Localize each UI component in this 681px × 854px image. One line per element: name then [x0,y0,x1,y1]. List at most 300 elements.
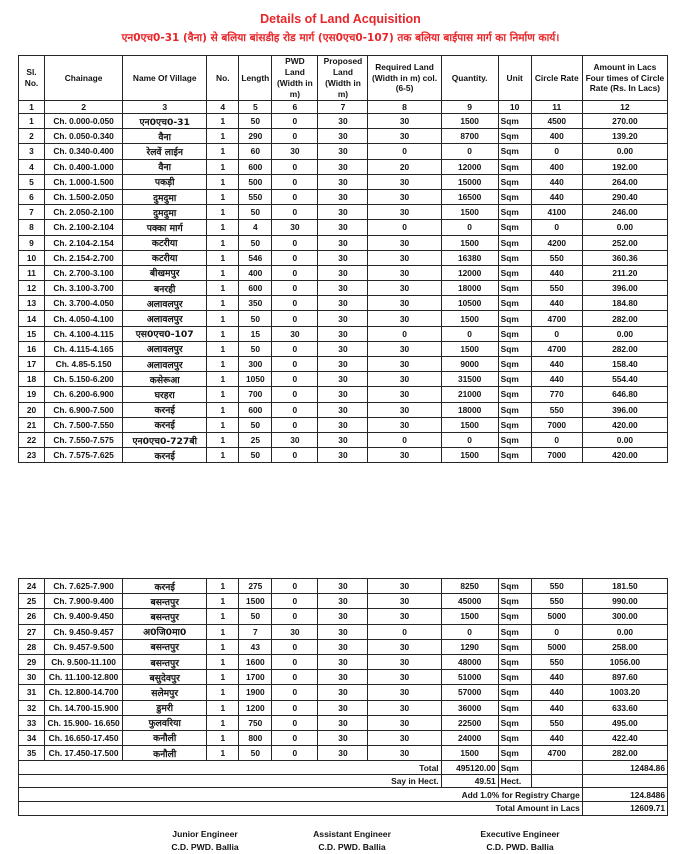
cell: 34 [19,730,45,745]
cell: डुमरी [123,700,207,715]
cell: 1 [207,235,239,250]
cell: 1 [207,265,239,280]
cell: 50 [239,114,272,129]
cell: 750 [239,715,272,730]
cell: 30 [318,311,368,326]
cell: 300 [239,357,272,372]
cell: कसेरूआ [123,372,207,387]
cell: 550 [531,654,582,669]
cell: 440 [531,357,582,372]
cell: 15000 [441,174,498,189]
cell: 30 [318,174,368,189]
cell: 0 [272,129,318,144]
cell: 30 [368,417,441,432]
cell: 7 [239,624,272,639]
table-row [19,730,668,745]
cell: Ch. 0.050-0.340 [45,129,123,144]
cell: 290.40 [582,189,667,204]
cell: 0 [531,624,582,639]
cell: 30 [368,341,441,356]
cell: 400 [531,159,582,174]
cell: 360.36 [582,250,667,265]
cell: 1 [19,114,45,129]
cell: 5000 [531,609,582,624]
cell: 30 [368,685,441,700]
cell: 30 [318,341,368,356]
cell: 550 [239,189,272,204]
cell: 30 [318,357,368,372]
cell: 1500 [441,114,498,129]
cell: 0 [441,624,498,639]
cell: 1200 [239,700,272,715]
cell: 30 [368,387,441,402]
cell: 30 [19,670,45,685]
cell: 1050 [239,372,272,387]
cell: 0 [272,387,318,402]
cell: 24 [19,579,45,594]
cell: 633.60 [582,700,667,715]
cell: 1700 [239,670,272,685]
cell: 422.40 [582,730,667,745]
table-row [19,174,668,189]
table-row [19,624,668,639]
cell: 30 [318,730,368,745]
cell: 1 [207,432,239,447]
cell: Sqm [498,341,531,356]
table-header [19,56,668,114]
cell: 350 [239,296,272,311]
cell: 30 [272,624,318,639]
cell: 30 [368,654,441,669]
cell: 50 [239,417,272,432]
cell: 1056.00 [582,654,667,669]
cell: 0 [368,144,441,159]
cell: 0 [531,144,582,159]
table-row [19,341,668,356]
cell: 1 [207,144,239,159]
table-row [19,372,668,387]
cell: 30 [368,311,441,326]
column-number: 12 [582,101,667,114]
cell: 1 [207,281,239,296]
cell: 440 [531,700,582,715]
cell: Sqm [498,730,531,745]
cell: 440 [531,265,582,280]
cell: 13 [19,296,45,311]
cell: 7000 [531,448,582,463]
cell: 0.00 [582,432,667,447]
column-number: 11 [531,101,582,114]
cell: Sqm [498,174,531,189]
cell: 30 [368,189,441,204]
table-row [19,746,668,761]
cell: 1290 [441,639,498,654]
table-row [19,448,668,463]
column-number: 10 [498,101,531,114]
cell: Ch. 5.150-6.200 [45,372,123,387]
cell: पकड़ी [123,174,207,189]
cell: 50 [239,746,272,761]
cell: 1 [207,654,239,669]
cell: 30 [318,114,368,129]
cell: 897.60 [582,670,667,685]
cell: Ch. 9.500-11.100 [45,654,123,669]
column-header: PWD Land (Width in m) [272,56,318,101]
table-row [19,326,668,341]
cell: रेलवें लाईन [123,144,207,159]
cell: 17 [19,357,45,372]
table-row [19,685,668,700]
cell: 8250 [441,579,498,594]
cell: 30 [318,700,368,715]
cell: 23 [19,448,45,463]
cell: 0 [531,326,582,341]
table-row [19,205,668,220]
grand-total-amount: 12609.71 [582,802,667,816]
cell: Ch. 6.200-6.900 [45,387,123,402]
cell: Sqm [498,311,531,326]
cell: 25 [19,594,45,609]
table-row [19,700,668,715]
cell: 30 [318,670,368,685]
land-acquisition-table-part2 [18,578,668,816]
cell: 1003.20 [582,685,667,700]
cell: 50 [239,235,272,250]
cell: 0 [368,326,441,341]
cell: 1 [207,639,239,654]
cell: 1 [207,129,239,144]
cell: 0 [272,235,318,250]
cell: Ch. 14.700-15.900 [45,700,123,715]
cell: Ch. 2.050-2.100 [45,205,123,220]
cell: 252.00 [582,235,667,250]
cell: 30 [368,250,441,265]
cell: 20 [19,402,45,417]
cell: 30 [318,387,368,402]
cell: 1 [207,387,239,402]
cell: Ch. 2.104-2.154 [45,235,123,250]
cell: 1500 [441,746,498,761]
cell: बसन्तपुर [123,594,207,609]
cell: 400 [531,129,582,144]
cell: 0 [272,448,318,463]
cell: सलेमपुर [123,685,207,700]
hectare-rate-empty [531,774,582,788]
cell: 30 [368,639,441,654]
hectare-value: 49.51 [441,774,498,788]
cell: 30 [318,639,368,654]
total-unit: Sqm [498,761,531,775]
cell: 16380 [441,250,498,265]
cell: Sqm [498,639,531,654]
cell: 300.00 [582,609,667,624]
cell: अलावलपुर [123,296,207,311]
cell: 12 [19,281,45,296]
cell: 21000 [441,387,498,402]
cell: 0 [272,639,318,654]
cell: 0.00 [582,220,667,235]
cell: अ0जि0मा0 [123,624,207,639]
cell: 12000 [441,265,498,280]
cell: 0 [272,281,318,296]
cell: Ch. 0.000-0.050 [45,114,123,129]
cell: 1 [207,250,239,265]
cell: 0 [272,609,318,624]
cell: 1500 [441,205,498,220]
cell: 440 [531,685,582,700]
cell: 30 [368,730,441,745]
cell: Ch. 9.457-9.500 [45,639,123,654]
cell: Sqm [498,700,531,715]
cell: 0 [272,372,318,387]
cell: 36000 [441,700,498,715]
cell: 0 [272,670,318,685]
cell: 30 [318,609,368,624]
cell: 1 [207,357,239,372]
table-row [19,387,668,402]
cell: एन0एच0-31 [123,114,207,129]
cell: 0 [272,746,318,761]
cell: एन0एच0-727बी [123,432,207,447]
cell: 30 [318,265,368,280]
cell: 16 [19,341,45,356]
cell: 43 [239,639,272,654]
header-row [19,56,668,101]
cell: 1 [207,448,239,463]
cell: 30 [368,114,441,129]
cell: 1 [207,715,239,730]
cell: 275 [239,579,272,594]
cell: Sqm [498,579,531,594]
cell: 2 [19,129,45,144]
column-header: Unit [498,56,531,101]
cell: 30 [318,432,368,447]
cell: 24000 [441,730,498,745]
cell: Ch. 15.900- 16.650 [45,715,123,730]
cell: 0 [531,432,582,447]
cell: 600 [239,159,272,174]
cell: 15 [19,326,45,341]
registry-charge-row [19,788,668,802]
cell: 440 [531,189,582,204]
cell: 1 [207,220,239,235]
column-number: 8 [368,101,441,114]
cell: 4200 [531,235,582,250]
cell: 30 [368,715,441,730]
cell: 33 [19,715,45,730]
cell: 30 [318,189,368,204]
cell: 9 [19,235,45,250]
cell: 0 [272,594,318,609]
column-header: Chainage [45,56,123,101]
cell: करनई [123,417,207,432]
cell: 440 [531,174,582,189]
cell: 282.00 [582,746,667,761]
cell: 1500 [441,311,498,326]
cell: Ch. 2.700-3.100 [45,265,123,280]
cell: Sqm [498,432,531,447]
cell: Sqm [498,235,531,250]
cell: Sqm [498,220,531,235]
cell: Ch. 4.050-4.100 [45,311,123,326]
cell: 30 [368,265,441,280]
column-number: 6 [272,101,318,114]
cell: Sqm [498,144,531,159]
signature-executive-engineer [480,828,559,854]
cell: 0 [368,624,441,639]
cell: 0 [272,159,318,174]
table-row [19,715,668,730]
cell: 0 [441,432,498,447]
cell: Ch. 0.340-0.400 [45,144,123,159]
cell: Sqm [498,594,531,609]
cell: करनई [123,402,207,417]
hectare-amount-empty [582,774,667,788]
cell: 1 [207,372,239,387]
cell: 48000 [441,654,498,669]
cell: 0 [272,417,318,432]
cell: Ch. 3.700-4.050 [45,296,123,311]
cell: 600 [239,281,272,296]
cell: 700 [239,387,272,402]
cell: 9000 [441,357,498,372]
signature-block [0,828,681,854]
cell: 30 [318,594,368,609]
cell: 30 [368,372,441,387]
cell: 1 [207,700,239,715]
table-totals [19,761,668,815]
cell: 30 [368,579,441,594]
cell: बनरही [123,281,207,296]
signature-org: C.D. PWD. Ballia [171,842,239,852]
cell: 0 [272,700,318,715]
cell: करनई [123,579,207,594]
cell: 0 [272,311,318,326]
cell: Ch. 4.115-4.165 [45,341,123,356]
cell: 45000 [441,594,498,609]
cell: 0 [272,265,318,280]
cell: Ch. 1.000-1.500 [45,174,123,189]
cell: 0 [272,715,318,730]
table-row [19,189,668,204]
cell: 550 [531,250,582,265]
cell: पक्का मार्ग [123,220,207,235]
table-row [19,670,668,685]
cell: 1900 [239,685,272,700]
signature-role: Assistant Engineer [313,829,391,839]
cell: 500 [239,174,272,189]
cell: 22500 [441,715,498,730]
cell: बीखमपुर [123,265,207,280]
signature-role: Executive Engineer [480,829,560,839]
cell: 50 [239,311,272,326]
cell: 50 [239,448,272,463]
cell: Ch. 9.450-9.457 [45,624,123,639]
cell: 30 [368,205,441,220]
column-header: Circle Rate [531,56,582,101]
cell: 1500 [441,341,498,356]
cell: 22 [19,432,45,447]
table-row [19,402,668,417]
cell: अलावलपुर [123,341,207,356]
cell: बसन्तपुर [123,639,207,654]
cell: अलावलपुर [123,311,207,326]
cell: 1 [207,579,239,594]
cell: 10 [19,250,45,265]
cell: 1 [207,685,239,700]
cell: 0 [272,730,318,745]
cell: 1 [207,402,239,417]
cell: 1600 [239,654,272,669]
cell: Ch. 12.800-14.700 [45,685,123,700]
cell: 0.00 [582,326,667,341]
cell: 32 [19,700,45,715]
cell: 57000 [441,685,498,700]
column-header: Amount in Lacs Four times of Circle Rate (Rs. In Lacs) [582,56,667,101]
cell: 30 [318,144,368,159]
cell: 1 [207,341,239,356]
cell: 50 [239,205,272,220]
table-row [19,220,668,235]
cell: 1 [207,311,239,326]
cell: 1500 [441,235,498,250]
cell: 15 [239,326,272,341]
cell: 3 [19,144,45,159]
cell: Ch. 4.85-5.150 [45,357,123,372]
cell: Sqm [498,281,531,296]
cell: 1 [207,174,239,189]
cell: 4700 [531,311,582,326]
table-row [19,654,668,669]
cell: 30 [272,220,318,235]
cell: 30 [318,685,368,700]
cell: 1 [207,746,239,761]
signature-org: C.D. PWD. Ballia [318,842,386,852]
cell: 1 [207,417,239,432]
cell: 30 [368,746,441,761]
cell: Sqm [498,159,531,174]
cell: Ch. 16.650-17.450 [45,730,123,745]
cell: 4100 [531,205,582,220]
cell: Sqm [498,670,531,685]
column-header: Required Land (Width in m) col. (6-5) [368,56,441,101]
cell: 60 [239,144,272,159]
cell: 31 [19,685,45,700]
column-number: 5 [239,101,272,114]
cell: 30 [368,700,441,715]
cell: 0 [272,189,318,204]
signature-org: C.D. PWD. Ballia [486,842,554,852]
cell: 0 [272,174,318,189]
cell: 0 [272,341,318,356]
cell: 30 [318,624,368,639]
grand-total-label: Total Amount in Lacs [19,802,583,816]
table-row [19,159,668,174]
cell: Sqm [498,746,531,761]
cell: 495.00 [582,715,667,730]
page-title: Details of Land Acquisition [260,12,421,26]
cell: 139.20 [582,129,667,144]
table-row [19,639,668,654]
cell: वैना [123,159,207,174]
cell: Ch. 7.575-7.625 [45,448,123,463]
cell: करनई [123,448,207,463]
column-header: Length [239,56,272,101]
cell: 30 [318,235,368,250]
hectare-unit: Hect. [498,774,531,788]
cell: 30 [318,746,368,761]
table-row [19,144,668,159]
